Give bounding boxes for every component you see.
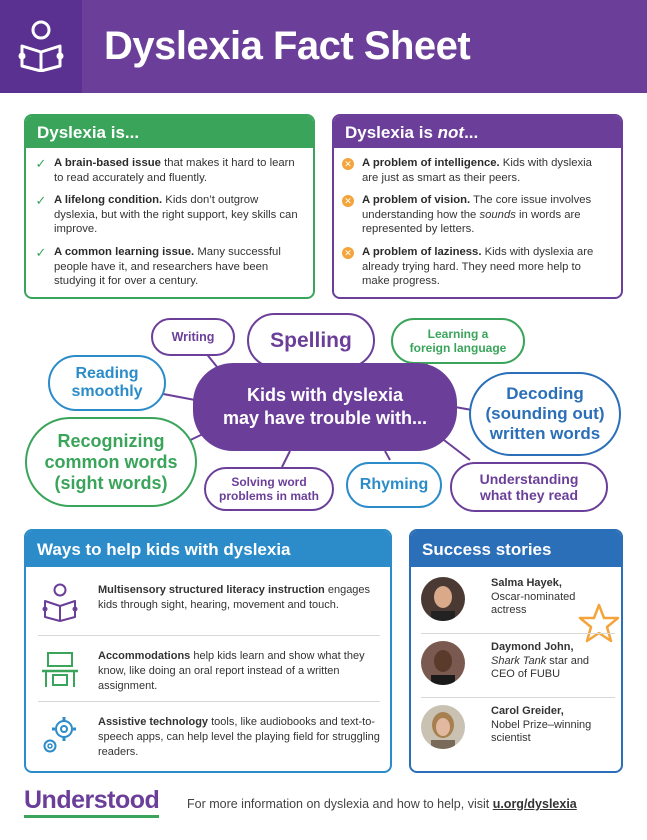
star-icon	[577, 602, 621, 646]
footer-text: For more information on dyslexia and how to help, visit u.org/dyslexia	[187, 797, 577, 811]
gears-icon	[40, 715, 80, 755]
list-item: ✕ A problem of vision. The core issue involves understanding how the sounds in words are represented by letters.	[342, 193, 611, 237]
ways-title: Ways to help kids with dyslexia	[26, 531, 390, 567]
list-item: ✕ A problem of laziness. Kids with dyslexia are already trying hard. They need more help to make progress.	[342, 245, 611, 289]
success-title: Success stories	[411, 531, 621, 567]
checkmark-icon: ✓	[35, 192, 47, 208]
reading-child-icon	[40, 583, 80, 623]
divider	[421, 633, 615, 634]
header-icon-box	[0, 0, 82, 93]
list-item: ✓ A lifelong condition. Kids don’t outgrow dyslexia, but with the right support, key skills can improve.	[35, 192, 298, 236]
reading-child-icon	[18, 20, 64, 72]
dyslexia-is-title: Dyslexia is...	[26, 116, 313, 148]
x-circle-icon: ✕	[342, 195, 354, 207]
ways-to-help-box: Ways to help kids with dyslexia Multisensory structured literacy instruction engages kids through sight, hearing, movement and touch. Accommodations help kids learn and show what they know, like doing an oral report instead of a written assignment. Assistive technology tools, like audiobooks and text-to-speech apps, can help level the playing field for struggling readers.	[24, 529, 392, 773]
bubble-spelling: Spelling	[247, 313, 375, 368]
header-banner	[0, 0, 647, 93]
page-title: Dyslexia Fact Sheet	[104, 24, 471, 68]
dyslexia-is-not-box	[332, 114, 623, 299]
dyslexia-is-not-title: Dyslexia is not...	[334, 116, 621, 148]
bubble-writing: Writing	[151, 318, 235, 356]
divider	[38, 701, 380, 702]
avatar	[421, 577, 465, 621]
bubble-decoding: Decoding (sounding out) written words	[469, 372, 621, 456]
list-item: ✓ A common learning issue. Many successful people have it, and researchers have been studying it for over a century.	[35, 244, 281, 288]
bubble-foreign-language: Learning a foreign language	[391, 318, 525, 364]
dyslexia-is-box	[24, 114, 315, 299]
logo-underline	[24, 815, 159, 818]
bubble-word-problems: Solving word problems in math	[204, 467, 334, 511]
list-item: ✕ A problem of intelligence. Kids with dyslexia are just as smart as their peers.	[342, 156, 611, 185]
classroom-desk-icon	[40, 649, 80, 689]
bubble-understanding: Understanding what they read	[450, 462, 608, 512]
bubble-rhyming: Rhyming	[346, 462, 442, 508]
divider	[38, 635, 380, 636]
x-circle-icon: ✕	[342, 158, 354, 170]
checkmark-icon: ✓	[35, 244, 47, 260]
center-bubble: Kids with dyslexia may have trouble with...	[193, 363, 457, 451]
divider	[421, 697, 615, 698]
trouble-cluster	[0, 305, 647, 520]
x-circle-icon: ✕	[342, 247, 354, 259]
footer-link[interactable]: u.org/dyslexia	[492, 797, 577, 811]
avatar	[421, 641, 465, 685]
understood-logo: Understood	[24, 786, 160, 814]
list-item: ✓ A brain-based issue that makes it hard to learn to read accurately and fluently.	[35, 155, 295, 184]
bubble-recognizing-words: Recognizing common words (sight words)	[25, 417, 197, 507]
checkmark-icon: ✓	[35, 155, 47, 171]
success-stories-box: Success stories Salma Hayek, Oscar-nominated actress Daymond John, Shark Tank star and CEO of FUBU Carol Greider, Nobel Prize–winning scientist	[409, 529, 623, 773]
bubble-reading-smoothly: Reading smoothly	[48, 355, 166, 411]
avatar	[421, 705, 465, 749]
